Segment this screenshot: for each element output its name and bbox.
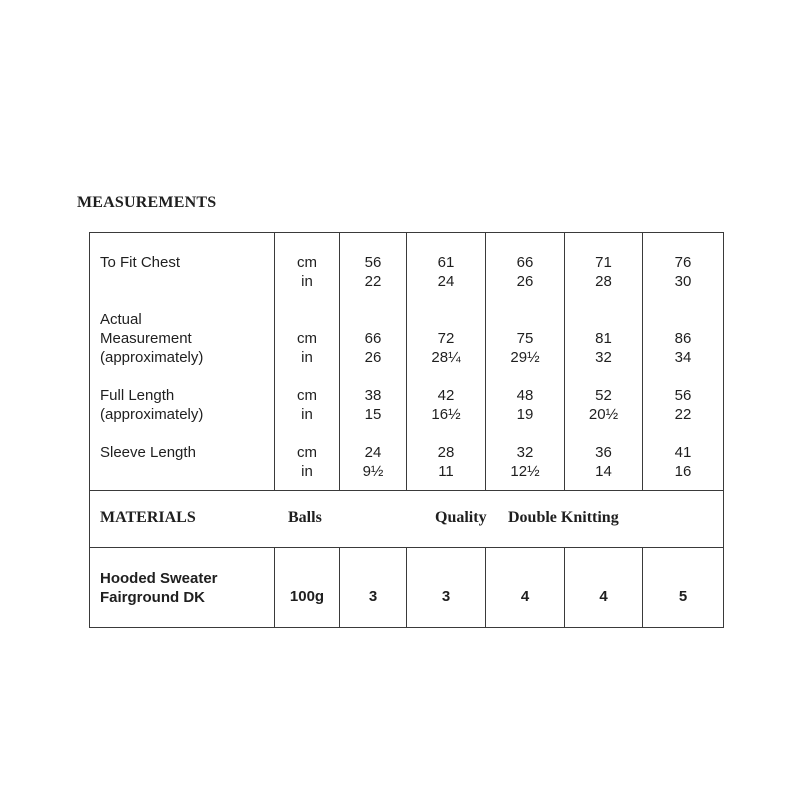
value-cell: 12½: [510, 463, 540, 480]
value-cell: 86: [674, 330, 692, 347]
yarn-name-line-1: Hooded Sweater: [100, 569, 218, 587]
quality-value: Double Knitting: [508, 509, 619, 526]
value-cell: 30: [674, 273, 692, 290]
value-cell: 28¼: [431, 349, 461, 366]
quality-label: Quality: [435, 509, 487, 526]
value-cell: 22: [364, 273, 382, 290]
value-cell: 22: [674, 406, 692, 423]
yarn-name-cell: [90, 548, 275, 628]
value-cell: 56: [674, 387, 692, 404]
size-column-3: [486, 233, 565, 491]
value-cell: 19: [516, 406, 534, 423]
materials-label: MATERIALS: [100, 509, 196, 526]
unit-in: in: [301, 349, 313, 366]
balls-size-1: 3: [340, 548, 407, 628]
size-column-5: [643, 233, 724, 491]
measurement-labels-cell: [90, 233, 275, 491]
yarn-name-line-2: Fairground DK: [100, 588, 205, 606]
unit-in: in: [301, 463, 313, 480]
unit-cm: cm: [297, 387, 317, 404]
value-cell: 75: [516, 330, 534, 347]
label-approx-1: (approximately): [100, 349, 204, 366]
label-full-length: Full Length: [100, 387, 175, 404]
unit-cm: cm: [297, 444, 317, 461]
value-cell: 56: [364, 254, 382, 271]
label-sleeve-length: Sleeve Length: [100, 444, 196, 461]
balls-label: Balls: [288, 509, 322, 526]
value-cell: 38: [364, 387, 382, 404]
yarn-row: [90, 548, 724, 628]
value-cell: 29½: [510, 349, 540, 366]
label-measurement: Measurement: [100, 330, 192, 347]
measurements-table: [89, 232, 724, 628]
size-column-4: [565, 233, 643, 491]
unit-in: in: [301, 406, 313, 423]
value-cell: 32: [516, 444, 534, 461]
section-heading: MEASUREMENTS: [77, 194, 217, 211]
balls-size-5: 5: [643, 548, 724, 628]
value-cell: 41: [674, 444, 692, 461]
value-cell: 26: [516, 273, 534, 290]
value-cell: 66: [364, 330, 382, 347]
value-cell: 15: [364, 406, 382, 423]
value-cell: 20½: [588, 406, 619, 423]
value-cell: 24: [364, 444, 382, 461]
value-cell: 72: [437, 330, 455, 347]
size-column-2: [407, 233, 486, 491]
value-cell: 9½: [362, 463, 384, 480]
unit-cm: cm: [297, 330, 317, 347]
label-actual: Actual: [100, 311, 142, 328]
value-cell: 16: [674, 463, 692, 480]
value-cell: 16½: [431, 406, 461, 423]
label-to-fit-chest: To Fit Chest: [100, 254, 181, 271]
value-cell: 61: [437, 254, 455, 271]
value-cell: 34: [674, 349, 692, 366]
unit-in: in: [301, 273, 313, 290]
value-cell: 71: [595, 254, 612, 271]
value-cell: 26: [364, 349, 382, 366]
value-cell: 81: [595, 330, 612, 347]
balls-size-3: 4: [486, 548, 565, 628]
units-cell: [275, 233, 340, 491]
measurement-rows: [90, 233, 724, 491]
size-column-1: [340, 233, 407, 491]
value-cell: 28: [437, 444, 455, 461]
value-cell: 76: [674, 254, 692, 271]
value-cell: 14: [595, 463, 612, 480]
value-cell: 32: [595, 349, 612, 366]
value-cell: 66: [516, 254, 534, 271]
value-cell: 48: [516, 387, 534, 404]
unit-cm: cm: [297, 254, 317, 271]
value-cell: 24: [437, 273, 455, 290]
value-cell: 42: [437, 387, 455, 404]
label-approx-2: (approximately): [100, 406, 204, 423]
materials-row: [90, 491, 724, 548]
yarn-weight: 100g: [275, 548, 340, 628]
value-cell: 36: [595, 444, 612, 461]
value-cell: 28: [595, 273, 612, 290]
balls-size-4: 4: [565, 548, 643, 628]
value-cell: 52: [595, 387, 612, 404]
value-cell: 11: [438, 463, 454, 480]
balls-size-2: 3: [407, 548, 486, 628]
